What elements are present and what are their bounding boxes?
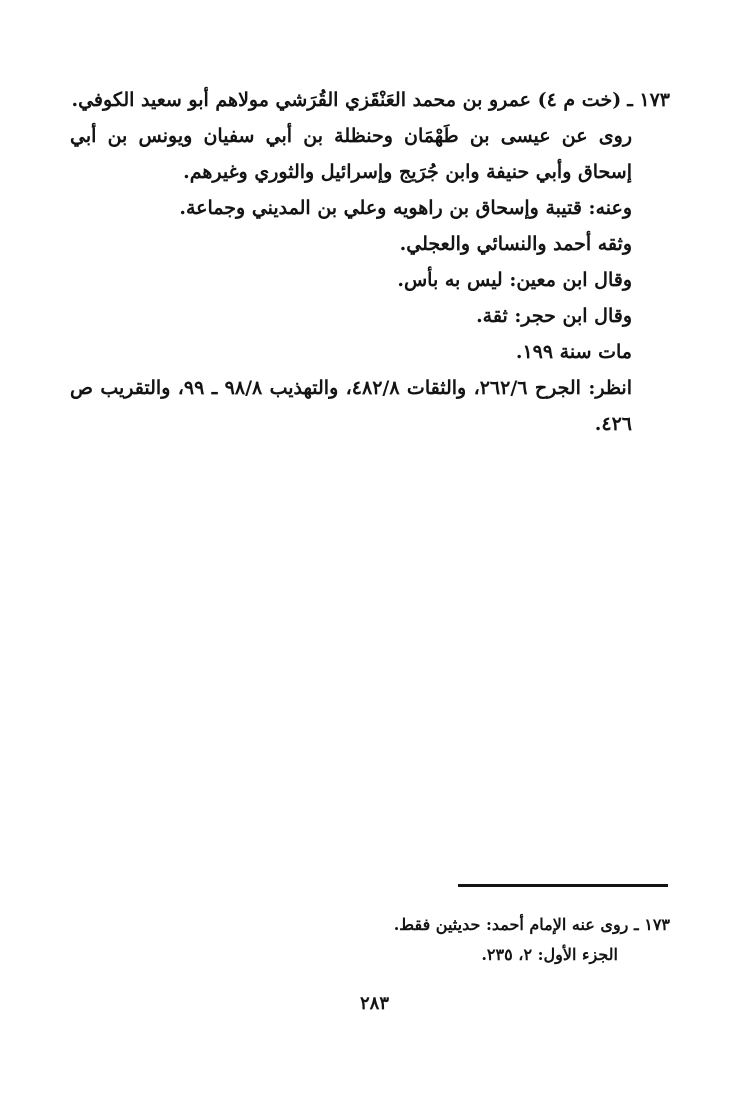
- references-paragraph: انظر: الجرح ٢٦٢/٦، والثقات ٤٨٢/٨، والتهذيب ٩٨/٨ ـ ٩٩، والتقريب ص ٤٢٦.: [70, 377, 632, 435]
- footnote-line-1: ١٧٣ ـ روى عنه الإمام أحمد: حديثين فقط.: [393, 915, 670, 934]
- entry-heading: [70, 82, 670, 118]
- biography-entry: [70, 82, 670, 442]
- footnote-divider: [458, 884, 668, 887]
- death-line: مات سنة ١٩٩.: [515, 341, 632, 363]
- narrated-by-line: وعنه: قتيبة وإسحاق بن راهويه وعلي بن المديني وجماعة.: [179, 197, 632, 219]
- entry-number: ١٧٣ ـ: [627, 89, 670, 111]
- page-number: ٢٨٣: [359, 993, 389, 1014]
- entry-heading-text: (خت م ٤) عمرو بن محمد العَنْقَزي القُرَشي مولاهم أبو سعيد الكوفي.: [71, 89, 622, 111]
- trusted-by-line: وثقه أحمد والنسائي والعجلي.: [399, 233, 632, 255]
- narrated-from-paragraph: روى عن عيسى بن طَهْمَان وحنظلة بن أبي سفيان ويونس بن أبي إسحاق وأبي حنيفة وابن جُرَيج وإسرائيل والثوري وغيرهم.: [70, 125, 632, 183]
- ibn-hajar-line: وقال ابن حجر: ثقة.: [476, 305, 632, 327]
- footnotes: [200, 910, 670, 970]
- ibn-maeen-line: وقال ابن معين: ليس به بأس.: [397, 269, 632, 291]
- footnote-line-2: الجزء الأول: ٢، ٢٣٥.: [481, 945, 618, 964]
